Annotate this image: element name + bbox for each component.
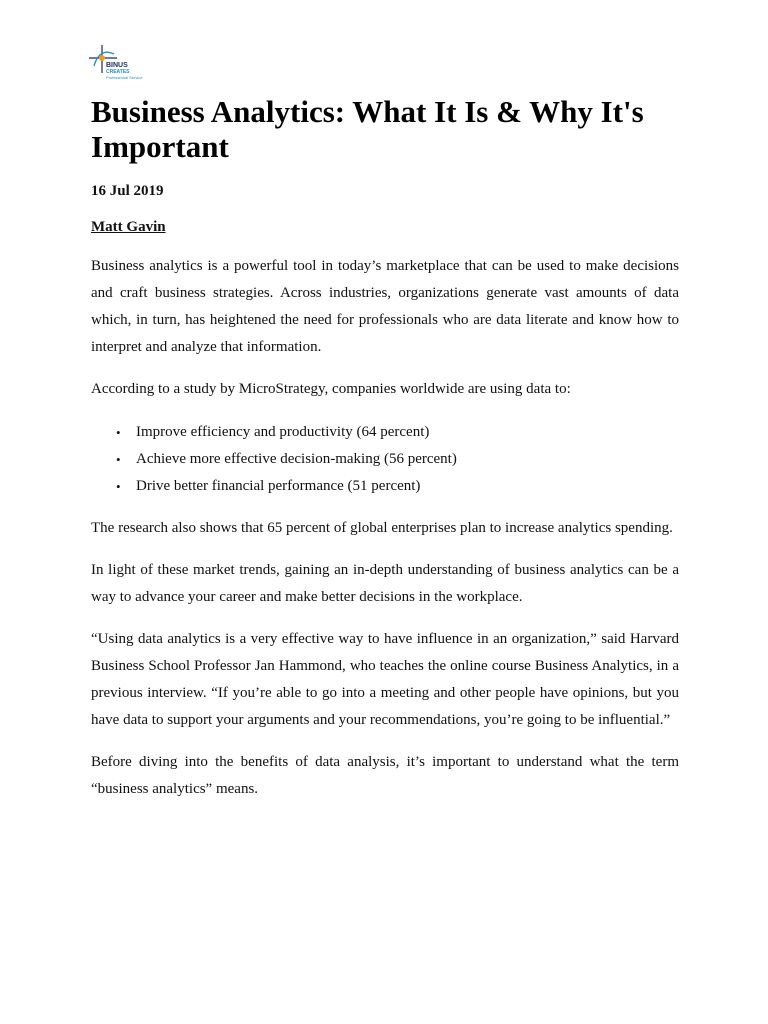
list-item: [116, 473, 679, 500]
paragraph-study: According to a study by MicroStrategy, companies worldwide are using data to:: [91, 381, 571, 397]
list-item-text: Achieve more effective decision-making (56 percent): [136, 451, 457, 467]
logo-subtagline: Professional Service: [106, 75, 143, 80]
paragraph-research: The research also shows that 65 percent of global enterprises plan to increase analytics spending.: [91, 520, 673, 536]
list-item: [116, 446, 679, 473]
binus-logo: [88, 44, 158, 86]
bullet-icon: •: [116, 479, 121, 494]
article: [91, 94, 679, 803]
paragraph-definition-lead: Before diving into the benefits of data analysis, it’s important to understand what the term “business analytics” means.: [91, 754, 679, 797]
logo-tagline: CREATES: [106, 69, 130, 75]
list-item-text: Drive better financial performance (51 percent): [136, 478, 421, 494]
list-item-text: Improve efficiency and productivity (64 percent): [136, 424, 430, 440]
article-title: Business Analytics: What It Is & Why It's Important: [91, 94, 644, 164]
article-author-link[interactable]: Matt Gavin: [91, 219, 166, 235]
bullet-icon: •: [116, 425, 121, 440]
bullet-list: [91, 419, 679, 500]
article-date: 16 Jul 2019: [91, 183, 164, 199]
paragraph-intro: Business analytics is a powerful tool in today’s marketplace that can be used to make decisions and craft business strategies. Across industries, organizations generate vast amounts of data which, in turn, has heightened the need for professionals who are data literate and know how to interpret and analyze that information.: [91, 258, 679, 355]
paragraph-quote: “Using data analytics is a very effective way to have influence in an organization,” said Harvard Business School Professor Jan Hammond, who teaches the online course Business Analytics, in a previous interview. “If you’re able to go into a meeting and other people have opinions, but you have data to support your arguments and your recommendations, you’re going to be influential.”: [91, 631, 679, 728]
logo-brand-text: BINUS: [106, 62, 128, 69]
paragraph-trends: In light of these market trends, gaining an in-depth understanding of business analytics can be a way to advance your career and make better decisions in the workplace.: [91, 562, 679, 605]
list-item: [116, 419, 679, 446]
bullet-icon: •: [116, 452, 121, 467]
